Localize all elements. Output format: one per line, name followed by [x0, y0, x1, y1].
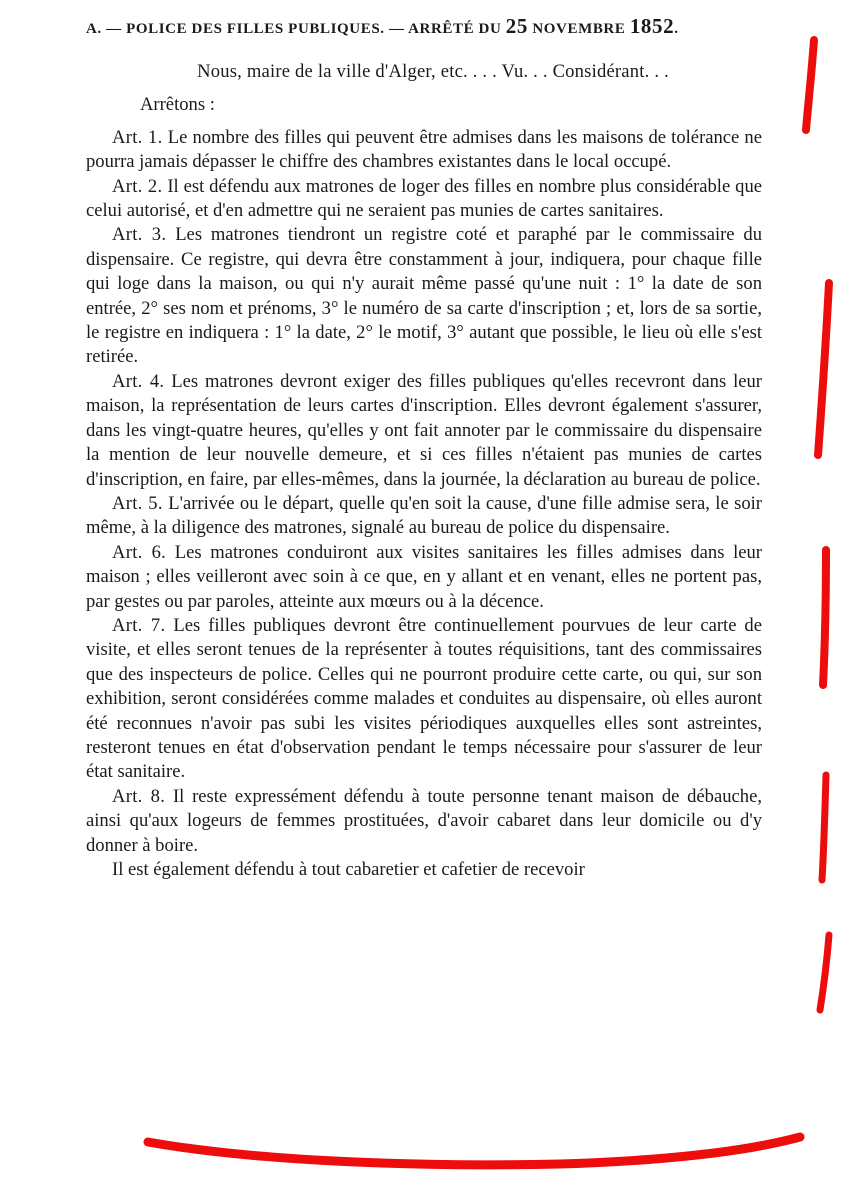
article-text: L'arrivée ou le départ, quelle qu'en soit la cause, d'une fille admise sera, le soir même, à la diligence des matrones, signalé au bureau de police du dispensaire. [86, 492, 762, 539]
article-text: Il reste expressément défendu à toute personne tenant maison de débauche, ainsi qu'aux logeurs de femmes prostituées, d'avoir cabaret dans leur domicile ou d'y donner à boire. [86, 785, 762, 856]
header-year: 1852 [629, 14, 675, 38]
annotation-stroke-5 [820, 935, 829, 1010]
intro-line: Nous, maire de la ville d'Alger, etc. . . . Vu. . . Considérant. . . [197, 61, 669, 82]
article-text: Il est défendu aux matrones de loger des filles en nombre plus considérable que celui autorisé, et d'en admettre qui ne seraient pas munies de cartes sanitaires. [86, 175, 762, 222]
arretons-heading: Arrêtons : [140, 94, 215, 116]
header-prefix: A. — POLICE DES FILLES PUBLIQUES. — ARRÊTÉ DU [86, 21, 506, 37]
article-label: Art. 8. [112, 785, 166, 807]
header-day: 25 [505, 14, 528, 38]
article-1 [86, 126, 762, 175]
article-label: Art. 2. [112, 175, 163, 197]
article-5 [86, 492, 762, 541]
article-6 [86, 541, 762, 614]
article-7 [86, 614, 762, 785]
annotation-stroke-4 [822, 775, 826, 880]
article-text: Le nombre des filles qui peuvent être admises dans les maisons de tolérance ne pourra jamais dépasser le chiffre des chambres existantes dans le local occupé. [86, 126, 762, 173]
running-header [86, 14, 766, 39]
document-body [86, 60, 762, 882]
article-label: Art. 7. [112, 614, 166, 636]
article-text: Les filles publiques devront être continuellement pourvues de leur carte de visite, et elles seront tenues de la représenter à toutes réquisitions, tant des commissaires que des inspecteurs de police. Celles qui ne pourront produire cette carte, ou qui, sur son exhibition, seront considérées comme malades et conduites au dispensaire, où elles auront été reconnues n'avoir pas subi les visites périodiques auxquelles elles sont astreintes, resteront tenues en état d'observation pendant le temps nécessaire pour s'assurer de leur état sanitaire. [86, 614, 762, 783]
article-text: Les matrones tiendront un registre coté et paraphé par le commissaire du dispensaire. Ce registre, qui devra être constamment à jour, indiquera, pour chaque fille qui loge dans la maison, ou qui n'y aurait même passé qu'une nuit : 1° la date de son entrée, 2° ses nom et prénoms, 3° le numéro de sa carte d'inscription ; et, lors de sa sortie, le registre en indiquera : 1° la date, 2° le motif, 3° autant que possible, le lieu où elle s'est retirée. [86, 224, 762, 368]
annotation-stroke-3 [823, 550, 826, 685]
article-label: Art. 5. [112, 492, 163, 514]
annotation-stroke-1 [806, 40, 814, 130]
final-paragraph: Il est également défendu à tout cabaretier et cafetier de recevoir [112, 859, 585, 880]
article-label: Art. 3. [112, 224, 167, 246]
article-text: Les matrones conduiront aux visites sanitaires les filles admises dans leur maison ; elles veilleront avec soin à ce que, en y allant et en venant, elles ne portent pas, par gestes ou par paroles, atteinte aux mœurs ou à la décence. [86, 541, 762, 612]
article-3 [86, 223, 762, 369]
annotation-underline [148, 1137, 800, 1165]
article-label: Art. 1. [112, 126, 163, 148]
article-8 [86, 785, 762, 858]
article-label: Art. 6. [112, 541, 167, 563]
annotation-stroke-2 [818, 283, 829, 455]
header-suffix: . [674, 21, 679, 37]
article-2 [86, 175, 762, 224]
article-text: Les matrones devront exiger des filles publiques qu'elles recevront dans leur maison, la représentation de leurs cartes d'inscription. Elles devront également s'assurer, dans les vingt-quatre heures, qu'elles y ont fait annoter par le commissaire du dispensaire la mention de leur nouvelle demeure, et si ces filles n'étaient pas munies de cartes d'inscription, en faire, par elles-mêmes, dans la journée, la déclaration au bureau de police. [86, 370, 763, 490]
article-4 [86, 370, 762, 492]
header-month: NOVEMBRE [527, 21, 630, 37]
article-label: Art. 4. [112, 370, 165, 392]
